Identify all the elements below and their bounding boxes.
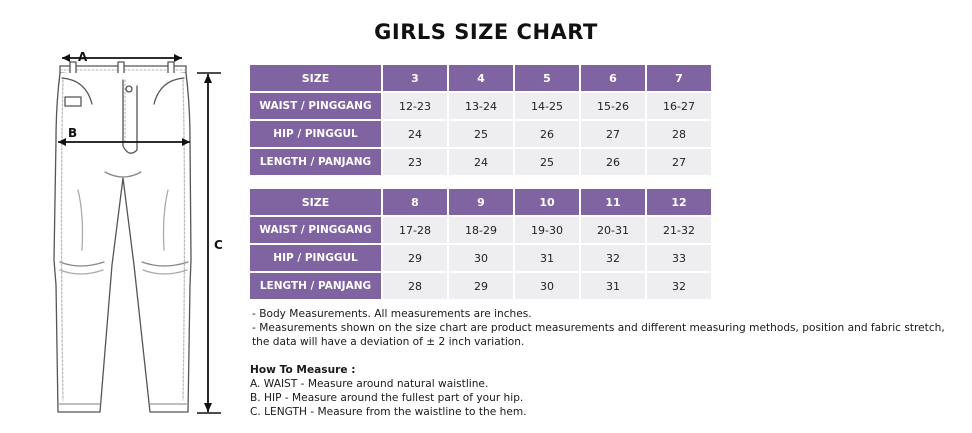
table-row <box>250 245 711 271</box>
row-label: LENGTH / PANJANG <box>250 149 381 175</box>
note-line: - Body Measurements. All measurements are inches. <box>252 308 532 320</box>
header-cell: 4 <box>449 65 513 91</box>
how-to-item: B. HIP - Measure around the fullest part of your hip. <box>250 392 524 404</box>
table-cell: 31 <box>515 245 579 271</box>
table-cell: 19-30 <box>515 217 579 243</box>
row-label: HIP / PINGGUL <box>250 121 381 147</box>
table-cell: 14-25 <box>515 93 579 119</box>
header-cell: 10 <box>515 189 579 215</box>
header-cell: 5 <box>515 65 579 91</box>
table-cell: 15-26 <box>581 93 645 119</box>
table-cell: 25 <box>515 149 579 175</box>
table-cell: 16-27 <box>647 93 711 119</box>
table-cell: 27 <box>581 121 645 147</box>
header-cell: SIZE <box>250 189 381 215</box>
table-cell: 32 <box>647 273 711 299</box>
table-cell: 26 <box>515 121 579 147</box>
table-cell: 29 <box>383 245 447 271</box>
header-cell: 6 <box>581 65 645 91</box>
row-label: HIP / PINGGUL <box>250 245 381 271</box>
table-cell: 26 <box>581 149 645 175</box>
header-cell: 3 <box>383 65 447 91</box>
label-b: B <box>68 126 78 140</box>
header-cell: 7 <box>647 65 711 91</box>
pants-measurement-diagram <box>22 44 232 420</box>
table-cell: 24 <box>383 121 447 147</box>
table-cell: 32 <box>581 245 645 271</box>
table-header-row <box>250 65 711 91</box>
table-cell: 27 <box>647 149 711 175</box>
measurement-notes <box>252 307 964 349</box>
table-row <box>250 121 711 147</box>
table-cell: 31 <box>581 273 645 299</box>
row-label: WAIST / PINGGANG <box>250 93 381 119</box>
row-label: LENGTH / PANJANG <box>250 273 381 299</box>
table-cell: 28 <box>383 273 447 299</box>
table-row <box>250 93 711 119</box>
how-to-measure <box>250 363 962 419</box>
label-a: A <box>78 50 88 64</box>
row-label: WAIST / PINGGANG <box>250 217 381 243</box>
table-cell: 12-23 <box>383 93 447 119</box>
pants-outline <box>54 62 191 412</box>
page-title: GIRLS SIZE CHART <box>374 20 598 44</box>
table-cell: 29 <box>449 273 513 299</box>
header-cell: 11 <box>581 189 645 215</box>
table-cell: 33 <box>647 245 711 271</box>
header-cell: SIZE <box>250 65 381 91</box>
header-cell: 8 <box>383 189 447 215</box>
how-to-item: A. WAIST - Measure around natural waistline. <box>250 378 489 390</box>
table-cell: 30 <box>515 273 579 299</box>
table-cell: 20-31 <box>581 217 645 243</box>
table-header-row <box>250 189 711 215</box>
table-cell: 17-28 <box>383 217 447 243</box>
size-table-1 <box>248 63 713 177</box>
table-cell: 18-29 <box>449 217 513 243</box>
size-table-2 <box>248 187 713 301</box>
table-row <box>250 217 711 243</box>
table-cell: 13-24 <box>449 93 513 119</box>
table-cell: 25 <box>449 121 513 147</box>
table-row <box>250 149 711 175</box>
label-c: C <box>214 238 223 252</box>
table-cell: 21-32 <box>647 217 711 243</box>
table-cell: 30 <box>449 245 513 271</box>
table-cell: 23 <box>383 149 447 175</box>
table-cell: 24 <box>449 149 513 175</box>
how-to-item: C. LENGTH - Measure from the waistline to the hem. <box>250 406 527 418</box>
header-cell: 12 <box>647 189 711 215</box>
table-row <box>250 273 711 299</box>
header-cell: 9 <box>449 189 513 215</box>
table-cell: 28 <box>647 121 711 147</box>
how-to-heading: How To Measure : <box>250 364 356 376</box>
note-line: - Measurements shown on the size chart are product measurements and different measuring methods, position and fabric stretch, the data will have a deviation of ± 2 inch variation. <box>252 322 945 348</box>
